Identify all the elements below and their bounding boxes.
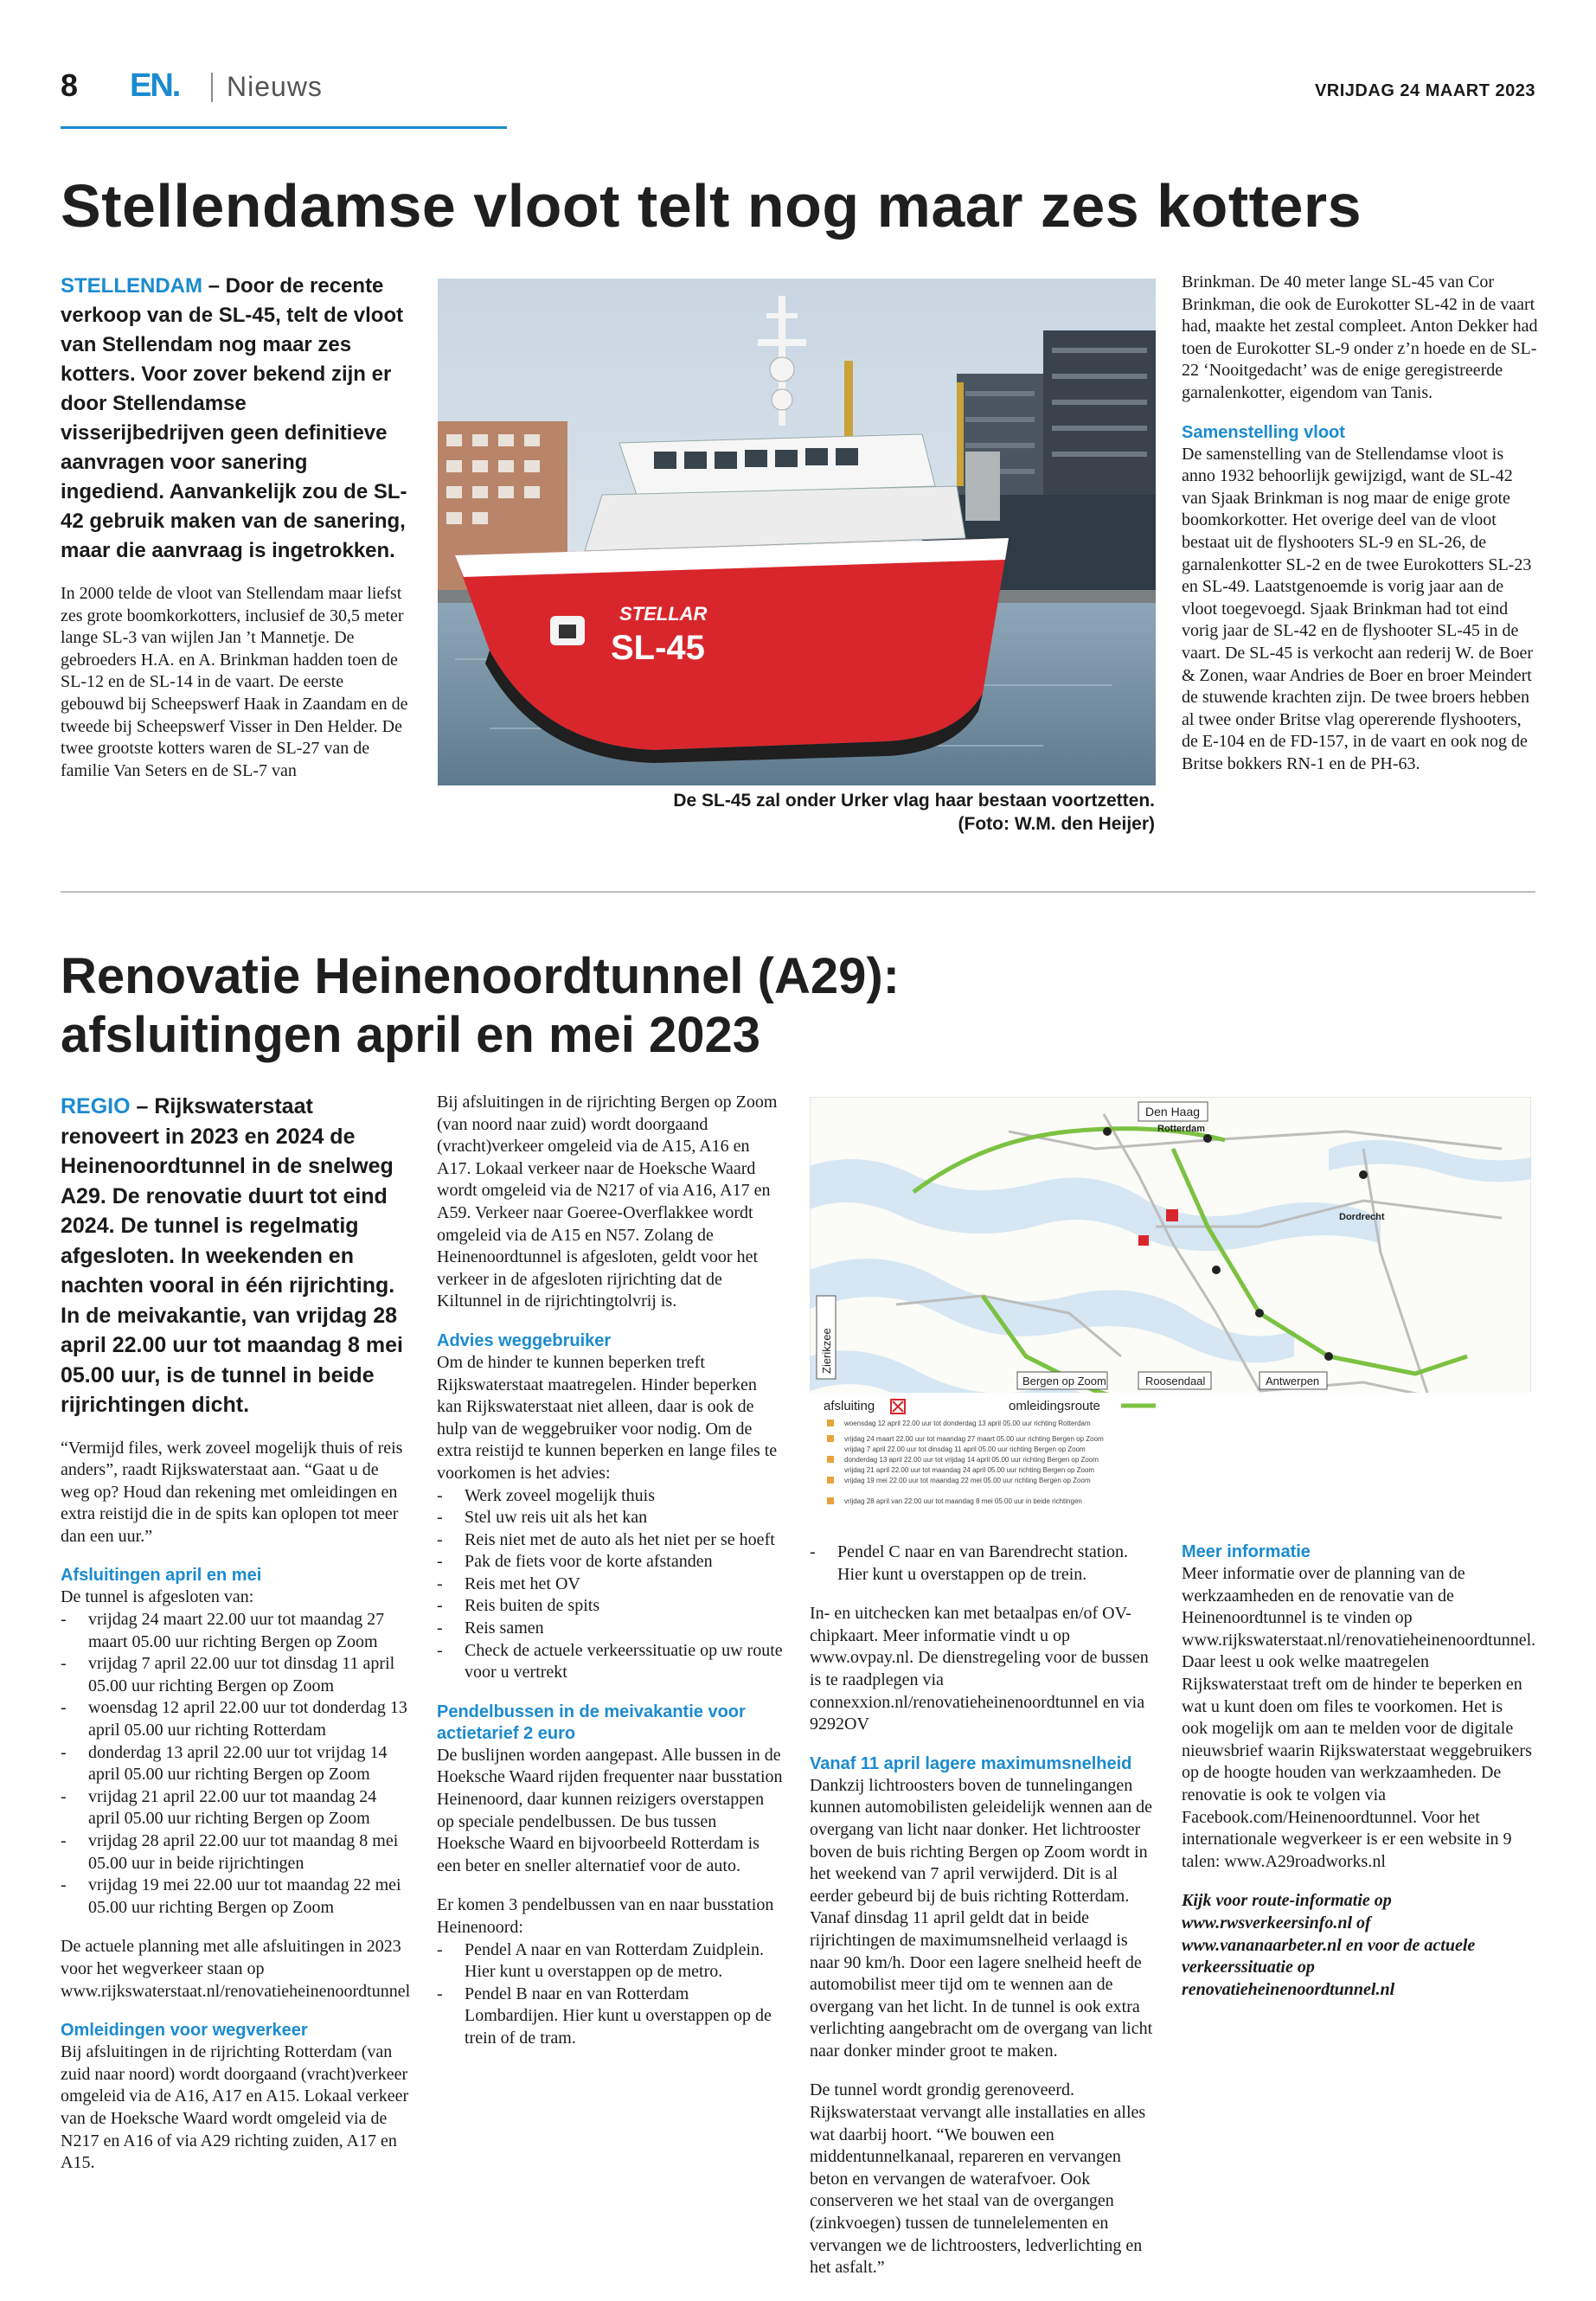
map-label-roosendaal: Roosendaal bbox=[1145, 1375, 1206, 1388]
pendel-list bbox=[437, 1939, 783, 2050]
legend-row: vrijdag 7 april 22.00 uur tot dinsdag 11 april 05.00 uur richting Bergen op Zoom bbox=[844, 1445, 1086, 1453]
section-name: Nieuws bbox=[227, 71, 323, 102]
advies-list bbox=[437, 1485, 783, 1684]
legend-row: woensdag 12 april 22.00 uur tot donderdag 13 april 05.00 uur richting Rotterdam bbox=[844, 1420, 1091, 1427]
list-item: - vrijdag 21 april 22.00 uur tot maandag 24 april 05.00 uur richting Bergen op Zoom bbox=[61, 1786, 411, 1830]
subhead-advies: Advies weggebruiker bbox=[437, 1330, 612, 1350]
legend-detour-label: omleidingsroute bbox=[1009, 1399, 1100, 1413]
list-item: - Pendel A naar en van Rotterdam Zuidplein. Hier kunt u overstappen op de metro. bbox=[437, 1939, 783, 1984]
pendel-intro: Er komen 3 pendelbussen van en naar busstation Heinenoord: bbox=[437, 1895, 774, 1937]
lead-text: – Rijkswaterstaat renoveert in 2023 en 2024 de Heinenoordtunnel in de snelweg A29. De renovatie duurt tot eind 2024. De tunnel is regelmatig afgesloten. In weekenden en nachten vooral in één rijrichting. In de meivakantie, van vrijdag 28 april 22.00 uur tot maandag 8 mei 05.00 uur, is de tunnel in beide rijrichtingen dicht. bbox=[61, 1094, 403, 1417]
list-item: - Check de actuele verkeerssituatie op uw route voor u vertrekt bbox=[437, 1640, 783, 1684]
map-label-zierikzee: Zierikzee bbox=[820, 1328, 833, 1374]
photo-caption: De SL-45 zal onder Urker vlag haar bestaan voortzetten. (Foto: W.M. den Heijer) bbox=[673, 791, 1155, 834]
list-item: - Werk zoveel mogelijk thuis bbox=[437, 1485, 783, 1508]
legend-row: vrijdag 21 april 22.00 uur tot maandag 24 april 05.00 uur richting Bergen op Zoom bbox=[844, 1466, 1095, 1474]
list-item: - vrijdag 19 mei 22.00 uur tot maandag 22 mei 05.00 uur richting Bergen op Zoom bbox=[61, 1875, 411, 1919]
list-item: - woensdag 12 april 22.00 uur tot donderdag 13 april 05.00 uur richting Rotterdam bbox=[61, 1697, 411, 1741]
list-item: - Reis samen bbox=[437, 1618, 783, 1640]
legend-row: donderdag 13 april 22.00 uur tot vrijdag 14 april 05.00 uur richting Bergen op Zoom bbox=[844, 1456, 1099, 1464]
article1-lead bbox=[61, 272, 411, 566]
list-item: - Pendel B naar en van Rotterdam Lombardijen. Hier kunt u overstappen op de trein of de tram. bbox=[437, 1984, 783, 2050]
article1-paragraph: In 2000 telde de vloot van Stellendam maar liefst zes grote boomkorkotters, inclusief de 30,5 meter lange SL-3 van wijlen Jan ’t Mannetje. De gebroeders H.A. en A. Brinkman hadden toen de SL-12 en de SL-14 in de vaart. De eerste gebouwd bij Scheepswerf Haak in Zaandam en de tweede bij Scheepswerf Visser in Den Helder. De twee grootste kotters waren de SL-27 van de familie Van Seters en de SL-7 van bbox=[61, 584, 408, 780]
list-item: - Reis met het OV bbox=[437, 1574, 783, 1596]
map-label-dordrecht: Dordrecht bbox=[1339, 1212, 1385, 1222]
subhead-pendelbussen: Pendelbussen in de meivakantie voor actietarief 2 euro bbox=[437, 1702, 746, 1743]
planning-paragraph: De actuele planning met alle afsluitingen in 2023 voor het wegverkeer staan op www.rijkswaterstaat.nl/renovatieheinenoordtunnel bbox=[61, 1937, 411, 2001]
map-label-antwerpen: Antwerpen bbox=[1266, 1375, 1320, 1388]
article2-headline bbox=[61, 947, 900, 1065]
article1-headline: Stellendamse vloot telt nog maar zes kotters bbox=[61, 172, 1362, 240]
headline-line-1: Renovatie Heinenoordtunnel (A29): bbox=[61, 948, 900, 1004]
closures-intro: De tunnel is afgesloten van: bbox=[61, 1587, 254, 1607]
ov-paragraph: In- en uitchecken kan met betaalpas en/of OV-chipkaart. Meer informatie vindt u op www.ovpay.nl. De dienstregeling voor de bussen is te raadplegen via connexxion.nl/renovatieheinenoordtunnel en via 9292OV bbox=[810, 1604, 1149, 1734]
boat-number-text: SL-45 bbox=[611, 629, 705, 667]
list-item: - vrijdag 28 april 22.00 uur tot maandag 8 mei 05.00 uur in beide rijrichtingen bbox=[61, 1830, 411, 1875]
article-divider bbox=[61, 891, 1535, 893]
omleidingen2-paragraph: Bij afsluitingen in de rijrichting Bergen op Zoom (van noord naar zuid) wordt doorgaand (vracht)verkeer omgeleid via de A15, A16 en A17. Lokaal verkeer naar de Hoeksche Waard wordt omgeleid via de N217 of via A16, A17 en A59. Verkeer naar Goeree-Overflakkee wordt omgeleid via de A15 en N57. Zolang de Heinenoordtunnel is afgesloten, geldt voor het verkeer in de afgesloten rijrichting dat de Kiltunnel in de rijrichtingtolvrij is. bbox=[437, 1093, 778, 1311]
map-label-bergen-op-zoom: Bergen op Zoom bbox=[1022, 1375, 1106, 1388]
article2-column-1 bbox=[61, 1092, 411, 2192]
list-item: - Reis buiten de spits bbox=[437, 1595, 783, 1618]
article2-column-2 bbox=[437, 1092, 783, 2067]
list-item: - vrijdag 24 maart 22.00 uur tot maandag 27 maart 05.00 uur richting Bergen op Zoom bbox=[61, 1609, 411, 1653]
issue-date: VRIJDAG 24 MAART 2023 bbox=[1314, 81, 1535, 100]
subhead-samenstelling: Samenstelling vloot bbox=[1182, 422, 1345, 442]
grondig-paragraph: De tunnel wordt grondig gerenoveerd. Rijkswaterstaat vervangt alle installaties en alles wat daarbij hoort. “We bouwen een middentunnelkanaal, repareren en vervangen beton en vervangen de waterafvoer. Ook conserveren we het staal van de overgangen (zinkvoegen) tussen de tunnelelementen en vervangen we de lichtroosters, ledverlichting en het asfalt.” bbox=[810, 2080, 1146, 2278]
header-rule bbox=[61, 126, 507, 129]
subhead-snelheid: Vanaf 11 april lagere maximumsnelheid bbox=[810, 1753, 1132, 1773]
article1-column-3 bbox=[1182, 272, 1541, 792]
lead-place: STELLENDAM bbox=[61, 274, 202, 298]
newspaper-logo: EN. bbox=[130, 67, 180, 104]
legend-closure-label: afsluiting bbox=[824, 1399, 875, 1413]
headline-line-2: afsluitingen april en mei 2023 bbox=[61, 1007, 761, 1063]
route-info-note: Kijk voor route-informatie op www.rwsverkeersinfo.nl of www.vananaarbeter.nl en voor de actuele verkeerssituatie op renovatieheinenoordtunnel.nl bbox=[1182, 1891, 1476, 1999]
map-label-den-haag: Den Haag bbox=[1145, 1105, 1201, 1118]
article2-column-3 bbox=[810, 1541, 1156, 2297]
list-item: - Stel uw reis uit als het kan bbox=[437, 1507, 783, 1529]
article2-column-4 bbox=[1182, 1541, 1536, 2018]
article1-column-1 bbox=[61, 272, 411, 799]
boat-photo bbox=[438, 279, 1156, 785]
article1-paragraph: Brinkman. De 40 meter lange SL-45 van Cor Brinkman, die ook de Eurokotter SL-42 in de vaart had, maakte het zestal compleet. Anton Dekker had toen de Eurokotter SL-9 onder z’n hoede en de SL-22 ‘Nooitgedacht’ was de enige geregistreerde garnalenkotter, eigendom van Tanis. bbox=[1182, 272, 1538, 402]
list-item: - Pendel C naar en van Barendrecht station. Hier kunt u overstappen op de trein. bbox=[810, 1541, 1156, 1586]
legend-row: vrijdag 28 april van 22.00 uur tot maandag 8 mei 05.00 uur in beide richtingen bbox=[844, 1497, 1082, 1505]
pendel-list-continued bbox=[810, 1541, 1156, 1586]
list-item: - Reis niet met de auto als het niet per se hoeft bbox=[437, 1529, 783, 1552]
detour-map bbox=[810, 1097, 1531, 1514]
omleidingen-paragraph: Bij afsluitingen in de rijrichting Rotterdam (van zuid naar noord) wordt doorgaand (vracht)verkeer omgeleid via de A16, A17 en A15. Lokaal verkeer van de Hoeksche Waard wordt omgeleid via de N217 en A16 of via A29 richting zuiden, A17 en A15. bbox=[61, 2042, 409, 2173]
legend-row: vrijdag 19 mei 22.00 uur tot maandag 22 mei 05.00 uur richting Bergen op Zoom bbox=[844, 1477, 1091, 1484]
list-item: - donderdag 13 april 22.00 uur tot vrijdag 14 april 05.00 uur richting Bergen op Zoom bbox=[61, 1742, 411, 1786]
lead-place: REGIO bbox=[61, 1094, 131, 1118]
meer-paragraph: Meer informatie over de planning van de werkzaamheden en de renovatie van de Heinenoordtunnel is te vinden op www.rijkswaterstaat.nl/renovatieheinenoordtunnel. Daar leest u ook welke maatregelen Rijkswaterstaat treft om de hinder te beperken en wat u kunt doen om files te voorkomen. Het is ook mogelijk om aan te melden voor de digitale nieuwsbrief waarin Rijkswaterstaat weggebruikers op de hoogte houden van werkzaamheden. De renovatie is ook te volgen via Facebook.com/Heinenoordtunnel. Voor het internationale wegverkeer is er een website in 9 talen: www.A29roadworks.nl bbox=[1182, 1564, 1536, 1871]
legend-row: vrijdag 24 maart 22.00 uur tot maandag 27 maart 05.00 uur richting Bergen op Zoom bbox=[844, 1435, 1104, 1443]
article2-lead bbox=[61, 1092, 411, 1420]
quote-paragraph: “Vermijd files, werk zoveel mogelijk thuis of reis anders”, raadt Rijkswaterstaat aan. “Gaat u de weg op? Houd dan rekening met omleidingen en extra reistijd die in de spits kan oplopen tot meer dan een uur.” bbox=[61, 1438, 403, 1546]
page-number: 8 bbox=[61, 67, 79, 103]
subhead-meer-informatie: Meer informatie bbox=[1182, 1542, 1311, 1561]
advies-paragraph: Om de hinder te kunnen beperken treft Rijkswaterstaat maatregelen. Hinder beperken kan Rijkswaterstaat niet alleen, daar is ook de hulp van de weggebruiker voor nodig. Om de extra reistijd te kunnen beperken en lange files te voorkomen is het advies: bbox=[437, 1352, 778, 1483]
boat-name-text: STELLAR bbox=[619, 603, 708, 625]
list-item: - Pak de fiets voor de korte afstanden bbox=[437, 1551, 783, 1574]
list-item: - vrijdag 7 april 22.00 uur tot dinsdag 11 april 05.00 uur richting Bergen op Zoom bbox=[61, 1653, 411, 1697]
map-label-rotterdam: Rotterdam bbox=[1157, 1124, 1206, 1134]
lead-text: – Door de recente verkoop van de SL-45, telt de vloot van Stellendam nog maar zes kotters. Voor zover bekend zijn er door Stellendamse visserijbedrijven geen definitieve aanvragen voor sanering ingediend. Aanvankelijk zou de SL-42 gebruik maken van de sanering, maar die aanvraag is ingetrokken. bbox=[61, 274, 407, 562]
pendel-paragraph: De buslijnen worden aangepast. Alle bussen in de Hoeksche Waard rijden frequenter naar busstation Heinenoord, daar kunnen reizigers overstappen op speciale pendelbussen. De bus tussen Hoeksche Waard en bijvoorbeeld Rotterdam is een beter en sneller alternatief voor de auto. bbox=[437, 1745, 783, 1875]
subhead-omleidingen: Omleidingen voor wegverkeer bbox=[61, 2021, 308, 2041]
subhead-afsluitingen: Afsluitingen april en mei bbox=[61, 1566, 262, 1586]
header-separator bbox=[211, 73, 213, 102]
snelheid-paragraph: Dankzij lichtroosters boven de tunnelingangen kunnen automobilisten geleidelijk wennen aan de overgang van licht naar donker. Het lichtrooster boven de buis richting Bergen op Zoom wordt in het weekend van 7 april verwijderd. Dit is al eerder gebeurd bij de buis richting Rotterdam. Vanaf dinsdag 11 april geldt dat in beide rijrichtingen de maximumsnelheid verlaagd is naar 90 km/h. Door een lagere snelheid heeft de automobilist meer tijd om te wennen aan de overgang van het licht. In de tunnel is ook extra verlichting aangebracht om de overgang van licht naar donker minder groot te maken. bbox=[810, 1775, 1153, 2061]
article1-paragraph: De samenstelling van de Stellendamse vloot is anno 1932 behoorlijk gewijzigd, want de SL-42 van Sjaak Brinkman is nog maar de enige grote boomkorkotter. Het overige deel van de vloot bestaat uit de flyshooters SL-9 en SL-26, de garnalenkotter SL-2 en de twee Eurokotters SL-23 en SL-49. Laatstgenoemde is vorig jaar aan de vloot toegevoegd. Sjaak Brinkman had tot eind vorig jaar de SL-42 en de flyshooter SL-45 in de vaart. De SL-45 is verkocht aan rederij W. de Boer & Zonen, waar Andries de Boer en broer Meindert de stuwende krachten zijn. De twee broers hebben al twee onder Britse vlag opererende flyshooters, de E-104 en de FD-157, in de vaart en ook nog de Britse bokkers RN-1 en de PH-63. bbox=[1182, 444, 1533, 773]
closures-list bbox=[61, 1609, 411, 1919]
